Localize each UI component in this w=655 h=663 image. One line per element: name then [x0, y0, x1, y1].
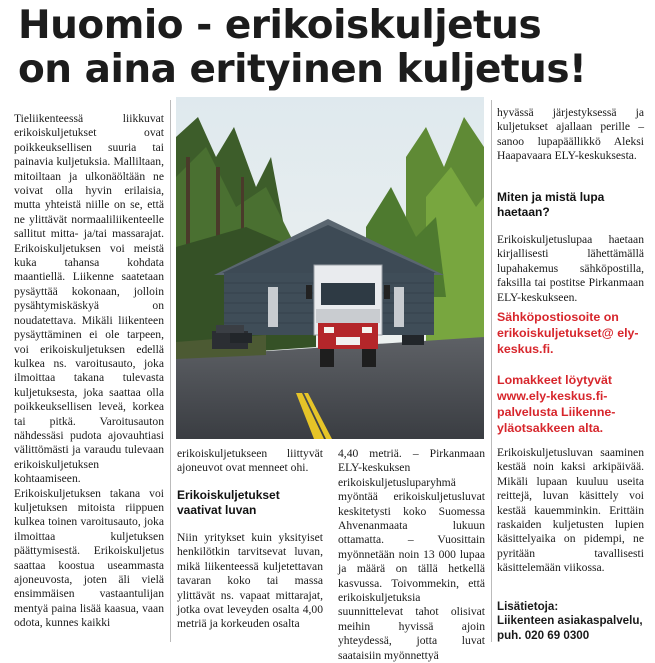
article-column-2: [177, 447, 323, 476]
forms-info: Lomakkeet löytyvät www.ely-keskus.fi-palvelusta Liikenne-yläotsakkeen alta.: [497, 373, 616, 435]
column-divider: [170, 100, 171, 642]
body-text: erikoiskuljetukseen liittyvät ajoneuvot ovat menneet ohi.: [177, 447, 323, 475]
contact-label: Lisätietoja:: [497, 600, 559, 613]
body-text: Erikoiskuljetuslupaa haetaan kirjallisesti lähettämällä lupahakemus sähköpostilla, faksilla tai postitse Pirkanmaan ELY-keskukseen.: [497, 233, 644, 304]
article-column-3: [338, 447, 485, 663]
article-column-4-top: [497, 106, 644, 164]
article-column-4-apply: [497, 233, 644, 305]
truck-house-photo: [176, 97, 484, 439]
article-column-4-processing: [497, 446, 644, 576]
subheading-how-to-apply: Miten ja mistä lupa haetaan?: [497, 190, 605, 219]
body-text: hyvässä järjestyksessä ja kuljetukset ajallaan perille – sanoo lupapäällikkö Aleksi Haapavaara ELY-keskuksesta.: [497, 106, 644, 163]
body-text: 4,40 metriä. – Pirkanmaan ELY-keskuksen erikoiskuljetusluparyhmä myöntää erikoiskuljetusluvat keskitetysti koko Suomessa Ahvenanmaata lukuun ottamatta. – Vuosittain myönnetään noin 13 000 lupaa ja määrä on tällä hetkellä kasvussa. Toivommekin, että erikoiskuljetuksia suunnittelevat tahot olisivat meihin hyvissä ajoin yhteydessä, jotta luvat saataisiin myönnettyä: [338, 447, 485, 662]
headline: [18, 4, 648, 92]
contact-phone: puh. 020 69 0300: [497, 628, 590, 642]
body-text: Erikoiskuljetusluvan saaminen kestää noin kaksi arkipäivää. Mikäli lupaan kuuluu useita reittejä, luvan käsittely voi kestää kauemminkin. Erittäin raskaiden kuljetusten lupien käsittelyaika on pidempi, ne pyritään tavallisesti käsittelemään viikossa.: [497, 446, 644, 575]
body-text: Tieliikenteessä liikkuvat erikoiskuljetukset ovat poikkeuksellisen suuria tai painavia kuljetuksia. Malliltaan, mitoiltaan ja ulkonäöltään ne voivat olla hyvin erilaisia, mutta yhteistä niille on se, että ne ylittävät normaaliliikenteelle sallitut mitta- ja/tai massarajat. Erikoiskuljetuksen voi meistä kuka tahansa kohdata maantiellä. Liikenne saatetaan pysäyttää kokonaan, jolloin pysähtymiskäskyä on noudatettava. Mikäli liikenteen pysäyttäminen ei ole tarpeen, voi erikoiskuljetuksen edellä kulkea ns. varoitusauto, joka ilmoittaa takana tulevasta kuljetuksesta, joka saattaa olla poikkeuksellisen leveä, korkea tai pitkä. Varoitusauton nähdessäsi pudota ajovauhtiasi välittömästi ja varaudu tulevaan erikoiskuljetuksen kohtaamiseen. Erikoiskuljetuksen takana voi kuljetuksen mitoista riippuen kulkea toinen varoitusauto, joka ilmoittaa kuljetuksen päättymisestä. Erikoiskuljetus saattaa koostua useammasta ajoneuvosta, joten äli vielä ensimmäisen vastaantulijan mentyä paina lisää kaasua, vaan odota, kunnes kaikki: [14, 112, 164, 630]
email-info: Sähköpostiosoite on erikoiskuljetukset@ ely-keskus.fi.: [497, 310, 639, 356]
headline-line-1: Huomio - erikoiskuljetus: [18, 3, 542, 48]
contact-name: Liikenteen asiakaspalvelu,: [497, 614, 643, 628]
article-column-2-body: [177, 531, 323, 632]
subheading-permits: Erikoiskuljetukset vaativat luvan: [177, 488, 280, 517]
contact-block: [497, 600, 647, 643]
body-text: Niin yritykset kuin yksityiset henkilötkin tarvitsevat luvan, mikä liikenteessä kuljetettavan tavaran koko tai massa ylittävät ns. vapaat mittarajat, jotka ovat leveyden osalta 4,00 metriä ja korkeuden osalta: [177, 531, 323, 631]
headline-line-2: on aina erityinen kuljetus!: [18, 47, 587, 92]
article-column-1: [14, 112, 164, 631]
column-divider: [491, 100, 492, 642]
